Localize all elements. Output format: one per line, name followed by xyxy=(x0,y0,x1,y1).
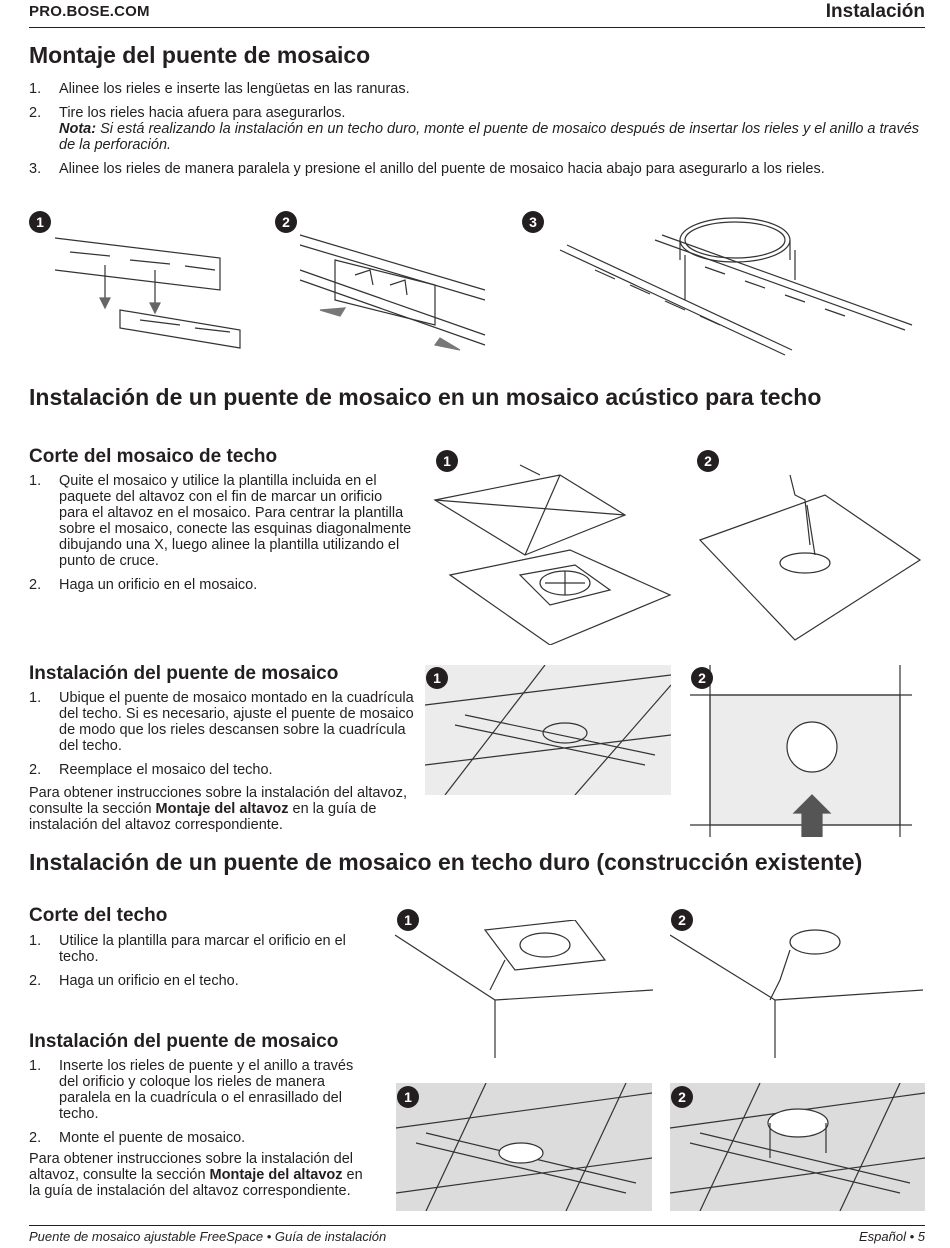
sec1-step-2: 2. Tire los rieles hacia afuera para asegurarlos. Nota: Si está realizando la instalación en un techo duro, monte el puente de mosaico después de insertar los rieles y el anillo a través de la perforación. xyxy=(29,105,920,153)
note-label: Nota: xyxy=(59,121,97,137)
sec2-title: Instalación de un puente de mosaico en un mosaico acústico para techo xyxy=(29,384,822,410)
sec3-title: Instalación de un puente de mosaico en techo duro (construcción existente) xyxy=(29,849,863,875)
rail-pull-illustration xyxy=(295,230,490,360)
tile-replace-illustration xyxy=(690,665,912,837)
hardceiling-step-2: 2. Monte el puente de mosaico. xyxy=(29,1130,246,1146)
ring-attach-illustration xyxy=(555,205,920,370)
footer-doc-title: Puente de mosaico ajustable FreeSpace • Guía de instalación xyxy=(29,1229,387,1244)
hardceiling-step-1: 1. Inserte los rieles de puente y el anillo a través del orificio y coloque los rieles de manera paralela en la cuadrícula o el enrasillado del techo. xyxy=(29,1058,354,1122)
step-badge: 1 xyxy=(426,667,448,689)
ceiling-mark-illustration xyxy=(395,920,655,1060)
site-url: PRO.BOSE.COM xyxy=(29,3,150,20)
step-badge: 1 xyxy=(397,909,419,931)
sec1-step-1: 1. Alinee los rieles e inserte las lengüetas en las ranuras. xyxy=(29,81,410,97)
ceiling-cut-illustration xyxy=(670,925,925,1060)
step-badge: 2 xyxy=(671,909,693,931)
grid-step-2: 2. Reemplace el mosaico del techo. xyxy=(29,762,273,778)
sec1-title: Montaje del puente de mosaico xyxy=(29,42,371,68)
tile-step-1: 1. Quite el mosaico y utilice la plantilla incluida en el paquete del altavoz con el fin de marcar un orificio para el altavoz en el mosaico. Para centrar la plantilla sobre el mosaico, conecte las esquinas diagonalmente dibujando una X, luego alinee la plantilla utilizando el punto de cruce. xyxy=(29,473,412,569)
grid-bridge-illustration xyxy=(425,665,671,795)
sec3-sub2-title: Instalación del puente de mosaico xyxy=(29,1031,339,1052)
step-badge: 2 xyxy=(671,1086,693,1108)
grid-step-1: 1. Ubique el puente de mosaico montado en la cuadrícula del techo. Si es necesario, ajuste el puente de mosaico de modo que los rieles descansen sobre la cuadrícula del techo. xyxy=(29,690,414,754)
step-badge: 3 xyxy=(522,211,544,233)
sec3-sub1-title: Corte del techo xyxy=(29,905,168,926)
sec1-steps xyxy=(29,81,924,185)
step-badge: 1 xyxy=(29,211,51,233)
rail-align-illustration xyxy=(50,230,250,360)
hard-bridge-mount-illustration xyxy=(670,1083,925,1211)
tile-cut-illustration xyxy=(695,465,925,645)
sec3-sub1-steps xyxy=(29,933,359,997)
sec2-sub1-title: Corte del mosaico de techo xyxy=(29,446,278,467)
ceiling-step-2: 2. Haga un orificio en el techo. xyxy=(29,973,239,989)
header-rule xyxy=(29,27,925,28)
step-badge: 2 xyxy=(275,211,297,233)
sec2-sub1-steps xyxy=(29,473,414,601)
sec2-sub2-steps xyxy=(29,690,414,786)
sec2-speaker-note: Para obtener instrucciones sobre la instalación del altavoz, consulte la sección Montaje del altavoz en la guía de instalación del altavoz correspondiente. xyxy=(29,785,408,833)
ceiling-step-1: 1. Utilice la plantilla para marcar el orificio en el techo. xyxy=(29,933,346,965)
note-text: Si está realizando la instalación en un techo duro, monte el puente de mosaico después de insertar los rieles y el anillo a través de la perforación. xyxy=(59,121,920,153)
step-badge: 2 xyxy=(691,667,713,689)
footer-page: Español • 5 xyxy=(859,1229,925,1244)
step-badge: 2 xyxy=(697,450,719,472)
section-title: Instalación xyxy=(825,1,925,22)
step-badge: 1 xyxy=(397,1086,419,1108)
hard-rails-illustration xyxy=(396,1083,652,1211)
sec3-sub2-steps xyxy=(29,1058,359,1154)
sec3-speaker-note: Para obtener instrucciones sobre la instalación del altavoz, consulte la sección Montaje del altavoz en la guía de instalación del altavoz correspondiente. xyxy=(29,1151,363,1199)
sec2-sub2-title: Instalación del puente de mosaico xyxy=(29,663,339,684)
sec1-step-3: 3. Alinee los rieles de manera paralela y presione el anillo del puente de mosaico hacia abajo para asegurarlo a los rieles. xyxy=(29,161,825,177)
step-badge: 1 xyxy=(436,450,458,472)
tile-step-2: 2. Haga un orificio en el mosaico. xyxy=(29,577,258,593)
tile-mark-illustration xyxy=(430,445,680,645)
footer-rule xyxy=(29,1225,925,1226)
